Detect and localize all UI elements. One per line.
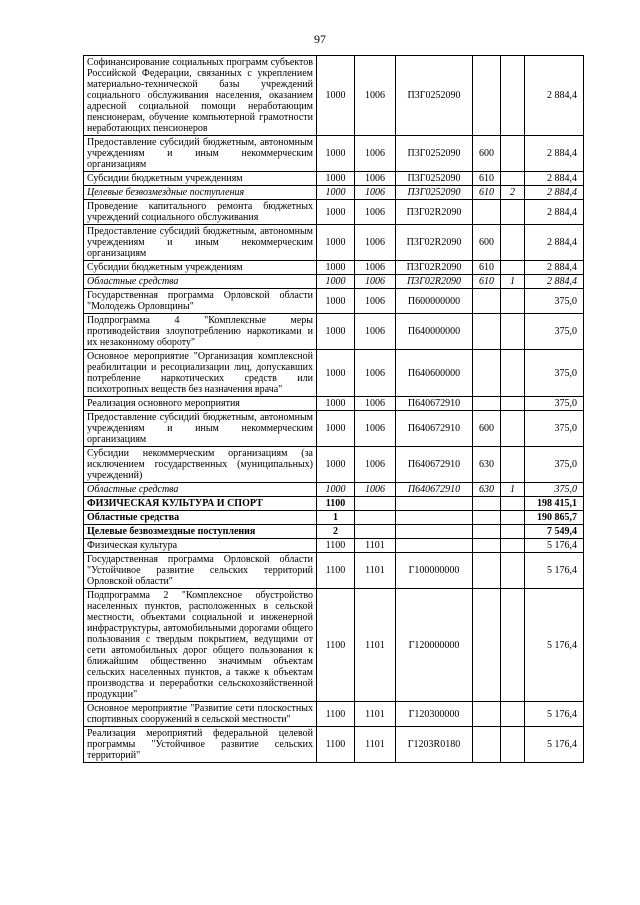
section-code-cell: 1000 — [317, 200, 355, 225]
subsection-code-cell: 1006 — [355, 56, 396, 136]
section-code-cell: 1100 — [317, 589, 355, 702]
table-row — [84, 56, 584, 136]
target-article-cell: Г120300000 — [396, 702, 473, 727]
row-name-cell: Областные средства — [84, 511, 317, 525]
subsection-code-cell: 1006 — [355, 483, 396, 497]
amount-cell: 2 884,4 — [525, 261, 584, 275]
row-name-cell: Целевые безвозмездные поступления — [84, 525, 317, 539]
funding-source-cell — [501, 200, 525, 225]
subsection-code-cell: 1006 — [355, 225, 396, 261]
funding-source-cell — [501, 525, 525, 539]
expense-type-cell: 610 — [473, 186, 501, 200]
amount-cell: 5 176,4 — [525, 702, 584, 727]
funding-source-cell: 2 — [501, 186, 525, 200]
table-body — [84, 56, 584, 763]
funding-source-cell — [501, 314, 525, 350]
section-code-cell: 1 — [317, 511, 355, 525]
section-code-cell: 1000 — [317, 289, 355, 314]
subsection-code-cell: 1006 — [355, 411, 396, 447]
expense-type-cell — [473, 497, 501, 511]
budget-table — [83, 55, 584, 763]
expense-type-cell: 600 — [473, 225, 501, 261]
subsection-code-cell: 1006 — [355, 350, 396, 397]
funding-source-cell — [501, 225, 525, 261]
row-name-cell: Физическая культура — [84, 539, 317, 553]
funding-source-cell: 1 — [501, 275, 525, 289]
expense-type-cell — [473, 289, 501, 314]
row-name-cell: Основное мероприятие "Организация комплексной реабилитации и ресоциализации лиц, допускавших потребление наркотических средств или психотропных веществ без назначения врача" — [84, 350, 317, 397]
table-row — [84, 200, 584, 225]
amount-cell: 2 884,4 — [525, 136, 584, 172]
expense-type-cell: 610 — [473, 261, 501, 275]
row-name-cell: Реализация мероприятий федеральной целевой программы "Устойчивое развитие сельских территорий" — [84, 727, 317, 763]
expense-type-cell: 630 — [473, 447, 501, 483]
subsection-code-cell: 1101 — [355, 727, 396, 763]
table-row — [84, 539, 584, 553]
expense-type-cell — [473, 511, 501, 525]
row-name-cell: Субсидии некоммерческим организациям (за исключением государственных (муниципальных) учреждений) — [84, 447, 317, 483]
subsection-code-cell: 1101 — [355, 553, 396, 589]
amount-cell: 5 176,4 — [525, 539, 584, 553]
target-article-cell: П3Г02R2090 — [396, 261, 473, 275]
subsection-code-cell: 1006 — [355, 289, 396, 314]
target-article-cell: Г1203R0180 — [396, 727, 473, 763]
funding-source-cell — [501, 350, 525, 397]
funding-source-cell — [501, 727, 525, 763]
subsection-code-cell: 1006 — [355, 186, 396, 200]
subsection-code-cell: 1101 — [355, 702, 396, 727]
section-code-cell: 1000 — [317, 447, 355, 483]
amount-cell: 375,0 — [525, 350, 584, 397]
table-row — [84, 497, 584, 511]
expense-type-cell — [473, 350, 501, 397]
target-article-cell: П640672910 — [396, 447, 473, 483]
expense-type-cell — [473, 727, 501, 763]
expense-type-cell: 600 — [473, 136, 501, 172]
amount-cell: 5 176,4 — [525, 553, 584, 589]
section-code-cell: 1000 — [317, 275, 355, 289]
section-code-cell: 1100 — [317, 702, 355, 727]
subsection-code-cell: 1006 — [355, 136, 396, 172]
table-row — [84, 525, 584, 539]
expense-type-cell — [473, 539, 501, 553]
expense-type-cell — [473, 56, 501, 136]
subsection-code-cell — [355, 511, 396, 525]
subsection-code-cell: 1006 — [355, 275, 396, 289]
amount-cell: 5 176,4 — [525, 589, 584, 702]
target-article-cell: П640600000 — [396, 350, 473, 397]
table-row — [84, 314, 584, 350]
table-row — [84, 136, 584, 172]
target-article-cell: П3Г0252090 — [396, 172, 473, 186]
funding-source-cell: 1 — [501, 483, 525, 497]
row-name-cell: Софинансирование социальных программ субъектов Российской Федерации, связанных с укреплением материально-технической базы учреждений социального обслуживания населения, оказанием адресной социальной помощи неработающим пенсионерам, обучение компьютерной грамотности неработающих пенсионеров — [84, 56, 317, 136]
expense-type-cell — [473, 553, 501, 589]
table-row — [84, 172, 584, 186]
amount-cell: 2 884,4 — [525, 186, 584, 200]
section-code-cell: 1000 — [317, 350, 355, 397]
table-row — [84, 483, 584, 497]
amount-cell: 7 549,4 — [525, 525, 584, 539]
subsection-code-cell: 1101 — [355, 539, 396, 553]
expense-type-cell: 610 — [473, 275, 501, 289]
row-name-cell: Основное мероприятие "Развитие сети плоскостных спортивных сооружений в сельской местности" — [84, 702, 317, 727]
subsection-code-cell — [355, 525, 396, 539]
table-row — [84, 447, 584, 483]
table-row — [84, 225, 584, 261]
section-code-cell: 1000 — [317, 172, 355, 186]
funding-source-cell — [501, 397, 525, 411]
target-article-cell — [396, 497, 473, 511]
row-name-cell: Государственная программа Орловской области "Молодежь Орловщины" — [84, 289, 317, 314]
amount-cell: 375,0 — [525, 397, 584, 411]
section-code-cell: 1100 — [317, 497, 355, 511]
table-row — [84, 589, 584, 702]
amount-cell: 2 884,4 — [525, 200, 584, 225]
target-article-cell: Г100000000 — [396, 553, 473, 589]
section-code-cell: 1000 — [317, 261, 355, 275]
amount-cell: 375,0 — [525, 289, 584, 314]
subsection-code-cell: 1006 — [355, 397, 396, 411]
expense-type-cell — [473, 200, 501, 225]
section-code-cell: 1100 — [317, 727, 355, 763]
target-article-cell: П640672910 — [396, 411, 473, 447]
expense-type-cell — [473, 397, 501, 411]
section-code-cell: 1000 — [317, 314, 355, 350]
row-name-cell: Субсидии бюджетным учреждениям — [84, 261, 317, 275]
amount-cell: 375,0 — [525, 483, 584, 497]
table-row — [84, 553, 584, 589]
subsection-code-cell — [355, 497, 396, 511]
target-article-cell: П640000000 — [396, 314, 473, 350]
section-code-cell: 1000 — [317, 483, 355, 497]
target-article-cell: П3Г02R2090 — [396, 200, 473, 225]
page-number: 97 — [314, 32, 326, 46]
funding-source-cell — [501, 136, 525, 172]
amount-cell: 2 884,4 — [525, 275, 584, 289]
section-code-cell: 1000 — [317, 411, 355, 447]
funding-source-cell — [501, 56, 525, 136]
row-name-cell: Предоставление субсидий бюджетным, автономным учреждениям и иным некоммерческим организациям — [84, 136, 317, 172]
row-name-cell: Предоставление субсидий бюджетным, автономным учреждениям и иным некоммерческим организациям — [84, 411, 317, 447]
target-article-cell: П640672910 — [396, 397, 473, 411]
table-row — [84, 727, 584, 763]
row-name-cell: Предоставление субсидий бюджетным, автономным учреждениям и иным некоммерческим организациям — [84, 225, 317, 261]
section-code-cell: 1000 — [317, 56, 355, 136]
expense-type-cell — [473, 702, 501, 727]
expense-type-cell — [473, 314, 501, 350]
amount-cell: 375,0 — [525, 447, 584, 483]
section-code-cell: 1100 — [317, 553, 355, 589]
subsection-code-cell: 1006 — [355, 261, 396, 275]
subsection-code-cell: 1006 — [355, 200, 396, 225]
funding-source-cell — [501, 539, 525, 553]
table-row — [84, 511, 584, 525]
amount-cell: 2 884,4 — [525, 56, 584, 136]
subsection-code-cell: 1006 — [355, 314, 396, 350]
funding-source-cell — [501, 702, 525, 727]
section-code-cell: 1000 — [317, 225, 355, 261]
target-article-cell: П3Г0252090 — [396, 56, 473, 136]
section-code-cell: 1000 — [317, 397, 355, 411]
section-code-cell: 1100 — [317, 539, 355, 553]
target-article-cell: П600000000 — [396, 289, 473, 314]
target-article-cell — [396, 511, 473, 525]
amount-cell: 198 415,1 — [525, 497, 584, 511]
subsection-code-cell: 1006 — [355, 172, 396, 186]
row-name-cell: Подпрограмма 2 "Комплексное обустройство населенных пунктов, расположенных в сельской местности, объектами социальной и инженерной инфраструктуры, автомобильными дорогами общего пользования с твердым покрытием, ведущими от сети автомобильных дорог общего пользования к ближайшим общественно значимым объектам сельских населенных пунктов, а также к объектам производства и переработки сельскохозяйственной продукции" — [84, 589, 317, 702]
amount-cell: 5 176,4 — [525, 727, 584, 763]
section-code-cell: 2 — [317, 525, 355, 539]
section-code-cell: 1000 — [317, 186, 355, 200]
funding-source-cell — [501, 261, 525, 275]
row-name-cell: Проведение капитального ремонта бюджетных учреждений социального обслуживания — [84, 200, 317, 225]
section-code-cell: 1000 — [317, 136, 355, 172]
amount-cell: 190 865,7 — [525, 511, 584, 525]
row-name-cell: Подпрограмма 4 "Комплексные меры противодействия злоупотреблению наркотиками и их незаконному обороту" — [84, 314, 317, 350]
funding-source-cell — [501, 289, 525, 314]
expense-type-cell: 630 — [473, 483, 501, 497]
expense-type-cell: 610 — [473, 172, 501, 186]
table-row — [84, 350, 584, 397]
table-row — [84, 702, 584, 727]
row-name-cell: Государственная программа Орловской области "Устойчивое развитие сельских территорий Орловской области" — [84, 553, 317, 589]
row-name-cell: Целевые безвозмездные поступления — [84, 186, 317, 200]
table-row — [84, 397, 584, 411]
funding-source-cell — [501, 411, 525, 447]
expense-type-cell — [473, 525, 501, 539]
table-row — [84, 261, 584, 275]
amount-cell: 375,0 — [525, 314, 584, 350]
amount-cell: 375,0 — [525, 411, 584, 447]
target-article-cell: П3Г02R2090 — [396, 225, 473, 261]
funding-source-cell — [501, 511, 525, 525]
expense-type-cell — [473, 589, 501, 702]
row-name-cell: Областные средства — [84, 275, 317, 289]
target-article-cell: П3Г02R2090 — [396, 275, 473, 289]
row-name-cell: Субсидии бюджетным учреждениям — [84, 172, 317, 186]
row-name-cell: ФИЗИЧЕСКАЯ КУЛЬТУРА И СПОРТ — [84, 497, 317, 511]
funding-source-cell — [501, 497, 525, 511]
funding-source-cell — [501, 172, 525, 186]
amount-cell: 2 884,4 — [525, 172, 584, 186]
target-article-cell: Г120000000 — [396, 589, 473, 702]
funding-source-cell — [501, 553, 525, 589]
funding-source-cell — [501, 589, 525, 702]
row-name-cell: Областные средства — [84, 483, 317, 497]
subsection-code-cell: 1006 — [355, 447, 396, 483]
table-row — [84, 411, 584, 447]
amount-cell: 2 884,4 — [525, 225, 584, 261]
table-row — [84, 186, 584, 200]
target-article-cell: П640672910 — [396, 483, 473, 497]
expense-type-cell: 600 — [473, 411, 501, 447]
row-name-cell: Реализация основного мероприятия — [84, 397, 317, 411]
target-article-cell — [396, 525, 473, 539]
target-article-cell — [396, 539, 473, 553]
target-article-cell: П3Г0252090 — [396, 136, 473, 172]
target-article-cell: П3Г0252090 — [396, 186, 473, 200]
table-row — [84, 289, 584, 314]
funding-source-cell — [501, 447, 525, 483]
table-row — [84, 275, 584, 289]
subsection-code-cell: 1101 — [355, 589, 396, 702]
